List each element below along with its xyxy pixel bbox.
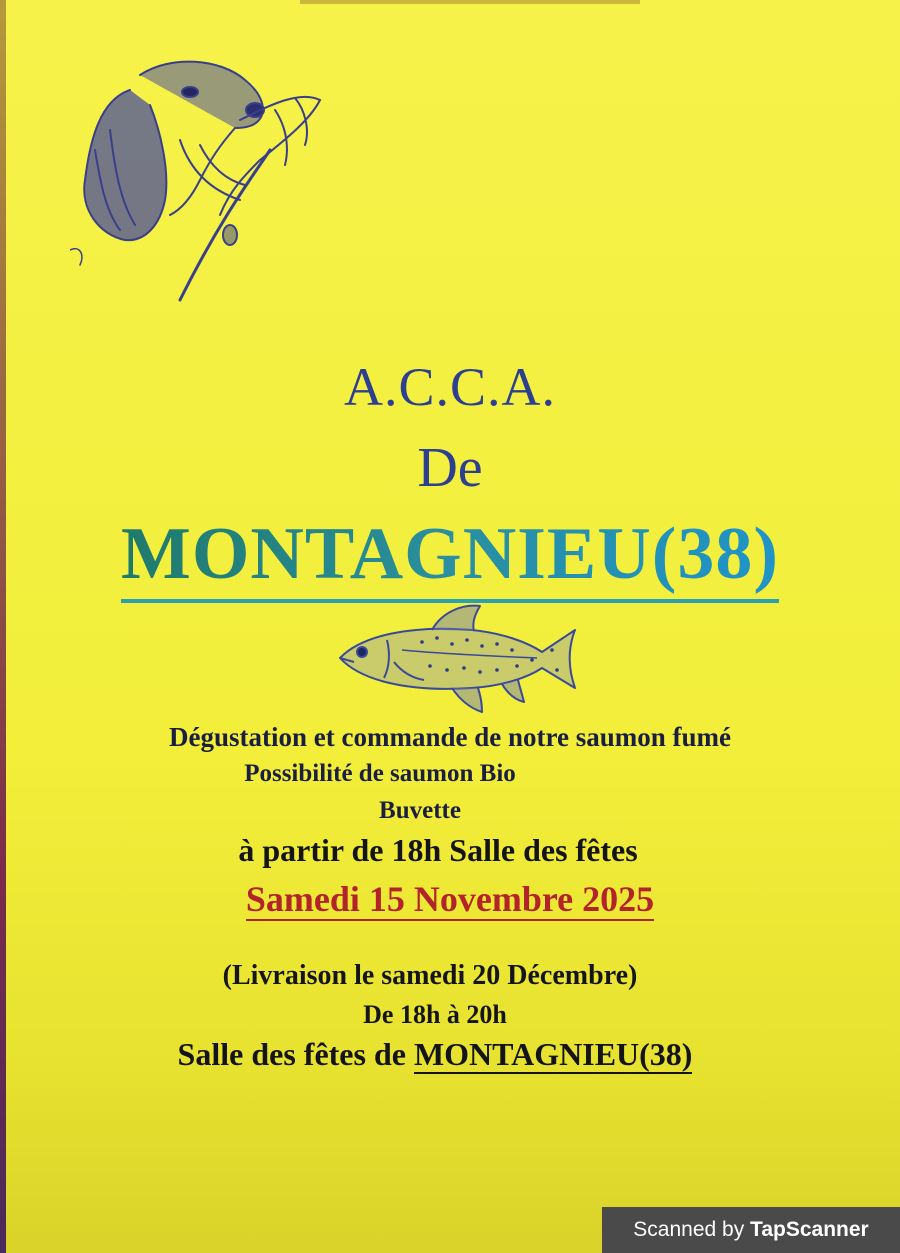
time-venue-line: à partir de 18h Salle des fêtes xyxy=(238,832,638,868)
delivery-venue xyxy=(0,1036,885,1073)
fish-trout-icon xyxy=(332,600,582,716)
org-de: De xyxy=(417,437,483,499)
scanner-prefix: Scanned by xyxy=(633,1218,751,1241)
scanner-watermark xyxy=(602,1207,900,1253)
city-title-text: MONTAGNIEU(38) xyxy=(121,512,779,603)
scanner-brand: TapScanner xyxy=(750,1218,869,1241)
event-date xyxy=(0,878,900,920)
org-title: A.C.C.A. xyxy=(343,357,557,417)
paper-edge-top xyxy=(300,0,640,4)
delivery-hours: De 18h à 20h xyxy=(363,1000,507,1029)
tasting-line: Dégustation et commande de notre saumon fumé xyxy=(169,722,731,752)
delivery-venue-prefix: Salle des fêtes de xyxy=(177,1036,414,1072)
bar-line: Buvette xyxy=(379,797,461,824)
city-title xyxy=(0,512,900,603)
organic-line: Possibilité de saumon Bio xyxy=(244,760,516,787)
delivery-line: (Livraison le samedi 20 Décembre) xyxy=(222,960,638,991)
dog-with-woodcock-icon xyxy=(70,50,340,310)
event-date-text: Samedi 15 Novembre 2025 xyxy=(245,879,655,919)
delivery-venue-place: MONTAGNIEU(38) xyxy=(413,1036,693,1072)
